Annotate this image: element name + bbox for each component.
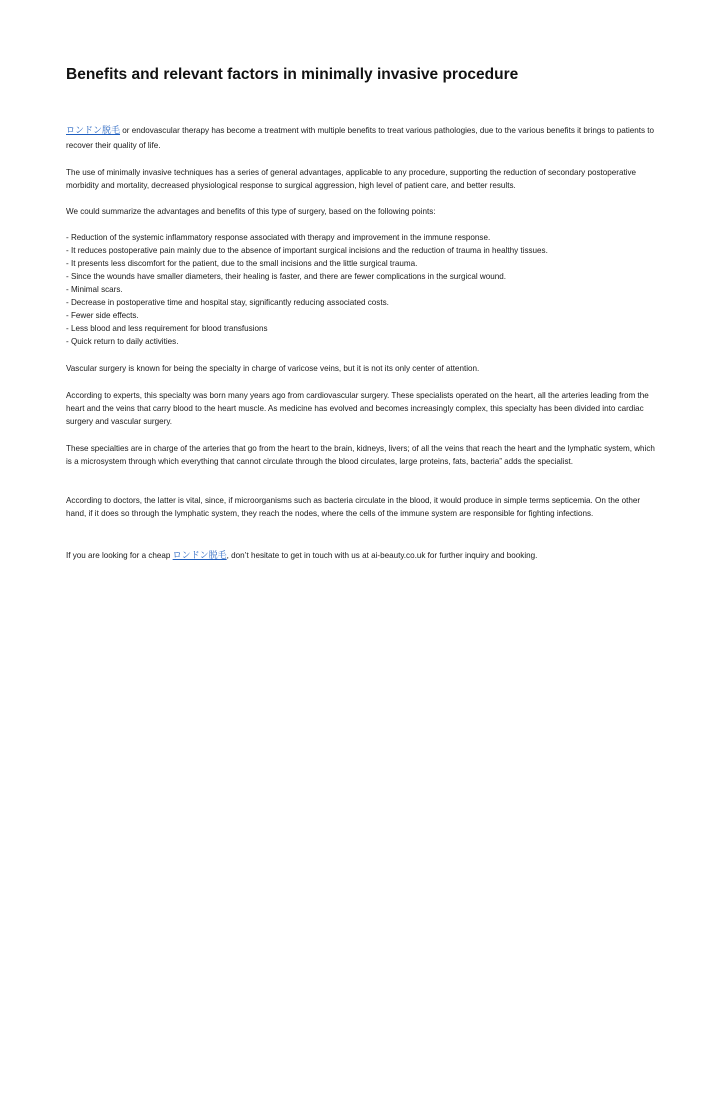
benefits-list xyxy=(66,231,658,348)
benefit-item: - Quick return to daily activities. xyxy=(66,337,179,346)
closing-text-before: If you are looking for a cheap xyxy=(66,551,173,560)
advantages-paragraph: The use of minimally invasive techniques has a series of general advantages, applicable to any procedure, supporting the reduction of secondary postoperative morbidity and mortality, decreased physiological response to surgical aggression, high level of patient care, and better results. xyxy=(66,168,637,190)
specialties-paragraph: These specialties are in charge of the arteries that go from the heart to the brain, kidneys, livers; of all the veins that reach the heart and the lymphatic system, which is a microsystem through which everything that cannot circulate through the blood circulates, large proteins, fats, bacteria” adds the specialist. xyxy=(66,444,655,466)
benefit-item: - Decrease in postoperative time and hospital stay, significantly reducing associated costs. xyxy=(66,298,389,307)
benefit-item: - Since the wounds have smaller diameters, their healing is faster, and there are fewer complications in the surgical wound. xyxy=(66,272,506,281)
summary-paragraph: We could summarize the advantages and benefits of this type of surgery, based on the following points: xyxy=(66,207,436,216)
benefit-item: - Minimal scars. xyxy=(66,285,123,294)
closing-text-after: , don’t hesitate to get in touch with us at ai-beauty.co.uk for further inquiry and booking. xyxy=(226,551,538,560)
vascular-paragraph: Vascular surgery is known for being the specialty in charge of varicose veins, but it is not its only center of attention. xyxy=(66,364,480,373)
benefit-item: - Reduction of the systemic inflammatory response associated with therapy and improvement in the immune response. xyxy=(66,233,491,242)
document-title: Benefits and relevant factors in minimally invasive procedure xyxy=(66,66,519,83)
closing-paragraph xyxy=(66,549,658,562)
benefit-item: - It reduces postoperative pain mainly due to the absence of important surgical incisions and the reduction of trauma in healthy tissues. xyxy=(66,246,548,255)
intro-link[interactable]: ロンドン脱毛 xyxy=(66,125,121,135)
benefit-item: - Less blood and less requirement for blood transfusions xyxy=(66,324,268,333)
benefit-item: - It presents less discomfort for the patient, due to the small incisions and the little surgical trauma. xyxy=(66,259,418,268)
benefit-item: - Fewer side effects. xyxy=(66,311,139,320)
experts-paragraph: According to experts, this specialty was born many years ago from cardiovascular surgery. These specialists operated on the heart, all the arteries leading from the heart and the veins that carry blood to the heart muscle. As medicine has evolved and becomes increasingly complex, this specialty has been divided into cardiac surgery and vascular surgery. xyxy=(66,391,649,426)
intro-paragraph xyxy=(66,123,658,153)
intro-text: or endovascular therapy has become a treatment with multiple benefits to treat various pathologies, due to the various benefits it brings to patients to recover their quality of life. xyxy=(66,126,655,150)
closing-link[interactable]: ロンドン脱毛 xyxy=(172,550,227,560)
doctors-paragraph: According to doctors, the latter is vital, since, if microorganisms such as bacteria circulate in the blood, it would produce in simple terms septicemia. On the other hand, if it does so through the lymphatic system, they reach the nodes, where the cells of the immune system are responsible for fighting infections. xyxy=(66,496,641,518)
